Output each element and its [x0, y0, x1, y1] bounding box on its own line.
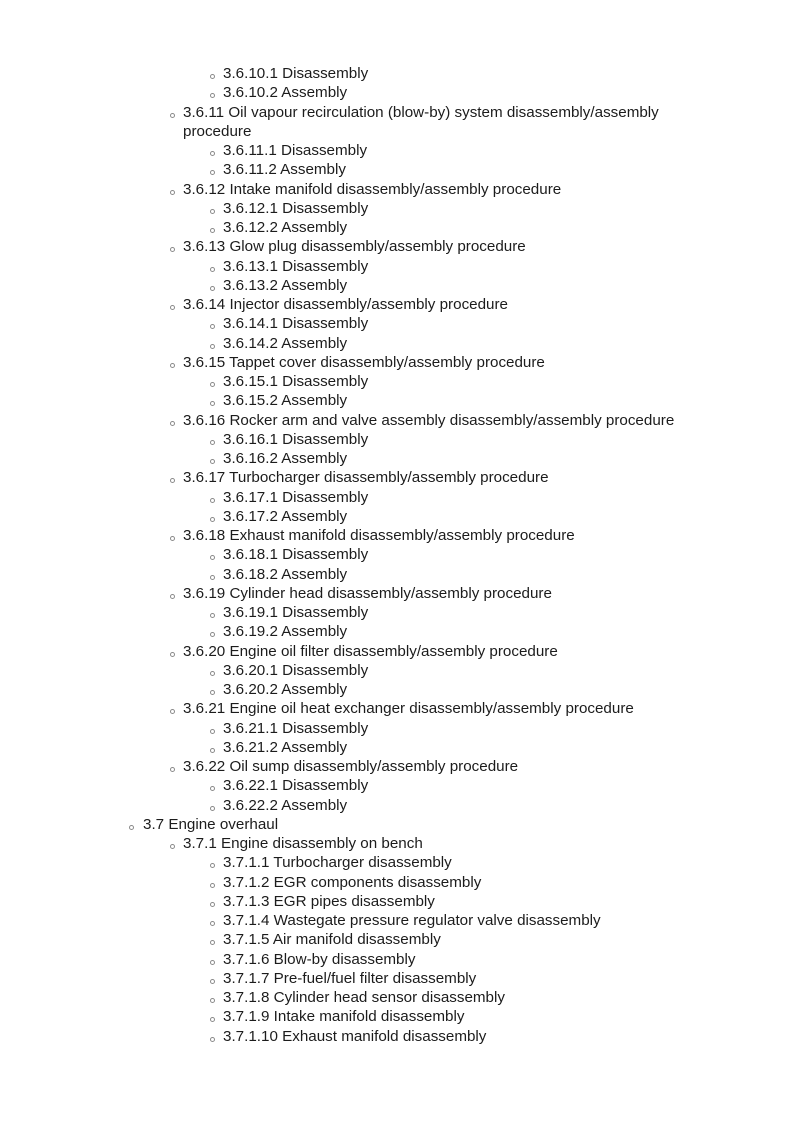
list-bullet-icon [210, 170, 215, 175]
list-bullet-icon [210, 902, 215, 907]
toc-entry-level-3[interactable] [223, 969, 476, 988]
toc-entry-level-2[interactable] [183, 103, 703, 141]
toc-entry-text: 3.7 Engine overhaul [143, 815, 279, 833]
toc-entry-text: 3.7.1.5 Air manifold disassembly [223, 931, 441, 949]
list-bullet-icon [210, 440, 215, 445]
toc-entry-level-3[interactable] [223, 1007, 464, 1026]
toc-entry-level-2[interactable] [183, 468, 549, 487]
list-bullet-icon [210, 209, 215, 214]
list-bullet-icon [170, 363, 175, 368]
toc-entry-level-3[interactable] [223, 911, 601, 930]
list-bullet-icon [210, 960, 215, 965]
toc-entry-text: 3.6.12 Intake manifold disassembly/assembly procedure [183, 180, 562, 198]
toc-entry-level-3[interactable] [223, 853, 452, 872]
toc-entry-text: 3.6.14.1 Disassembly [223, 315, 369, 333]
toc-entry-level-3[interactable] [223, 160, 346, 179]
list-bullet-icon [170, 247, 175, 252]
list-bullet-icon [210, 401, 215, 406]
list-bullet-icon [210, 806, 215, 811]
toc-entry-level-3[interactable] [223, 930, 441, 949]
toc-entry-level-3[interactable] [223, 603, 368, 622]
list-bullet-icon [170, 305, 175, 310]
toc-entry-level-3[interactable] [223, 64, 368, 83]
toc-entry-text: 3.6.13 Glow plug disassembly/assembly procedure [183, 238, 526, 256]
toc-entry-text: 3.6.15.2 Assembly [223, 392, 348, 410]
toc-entry-level-3[interactable] [223, 892, 435, 911]
toc-entry-level-3[interactable] [223, 430, 368, 449]
toc-entry-text: 3.6.16.2 Assembly [223, 450, 348, 467]
toc-entry-level-2[interactable] [183, 353, 545, 372]
toc-entry-level-3[interactable] [223, 661, 368, 680]
list-bullet-icon [210, 498, 215, 503]
toc-entry-level-2[interactable] [183, 295, 508, 314]
toc-entry-level-3[interactable] [223, 565, 347, 584]
toc-entry-level-3[interactable] [223, 276, 347, 295]
toc-entry-text: 3.6.22.2 Assembly [223, 796, 348, 814]
toc-entry-level-3[interactable] [223, 1027, 486, 1046]
toc-entry-text: 3.6.18.1 Disassembly [223, 546, 369, 564]
toc-entry-level-3[interactable] [223, 199, 368, 218]
list-bullet-icon [210, 786, 215, 791]
list-bullet-icon [210, 940, 215, 945]
toc-entry-level-3[interactable] [223, 950, 415, 969]
list-bullet-icon [210, 613, 215, 618]
toc-entry-text: 3.7.1 Engine disassembly on bench [183, 835, 423, 852]
toc-entry-level-3[interactable] [223, 719, 368, 738]
list-bullet-icon [210, 1017, 215, 1022]
toc-entry-text: 3.6.21 Engine oil heat exchanger disassembly/assembly procedure [183, 700, 634, 718]
list-bullet-icon [210, 748, 215, 753]
toc-entry-text: 3.6.15.1 Disassembly [223, 373, 369, 390]
toc-entry-level-1[interactable] [143, 815, 278, 834]
list-bullet-icon [170, 594, 175, 599]
toc-entry-level-2[interactable] [183, 834, 423, 853]
toc-entry-text: 3.7.1.4 Wastegate pressure regulator valve disassembly [223, 912, 601, 929]
toc-entry-level-3[interactable] [223, 545, 368, 564]
toc-entry-text: 3.7.1.10 Exhaust manifold disassembly [223, 1027, 487, 1045]
toc-entry-level-3[interactable] [223, 391, 347, 410]
toc-entry-text: 3.6.11.2 Assembly [223, 161, 346, 179]
toc-entry-text: 3.6.17.1 Disassembly [223, 488, 369, 506]
toc-entry-text: 3.6.22.1 Disassembly [223, 777, 369, 795]
list-bullet-icon [210, 998, 215, 1003]
toc-entry-text: 3.6.11.1 Disassembly [223, 142, 368, 159]
list-bullet-icon [210, 344, 215, 349]
toc-entry-level-3[interactable] [223, 796, 347, 815]
list-bullet-icon [170, 421, 175, 426]
toc-entry-text: 3.7.1.1 Turbocharger disassembly [223, 854, 452, 872]
list-bullet-icon [210, 286, 215, 291]
toc-entry-level-3[interactable] [223, 507, 347, 526]
list-bullet-icon [170, 709, 175, 714]
list-bullet-icon [210, 632, 215, 637]
toc-entry-level-3[interactable] [223, 257, 368, 276]
toc-entry-text: 3.6.10.1 Disassembly [223, 65, 369, 82]
toc-entry-text: 3.6.20 Engine oil filter disassembly/assembly procedure [183, 642, 558, 660]
toc-entry-level-2[interactable] [183, 699, 634, 718]
toc-entry-level-3[interactable] [223, 141, 367, 160]
list-bullet-icon [210, 459, 215, 464]
toc-entry-text: 3.6.15 Tappet cover disassembly/assembly procedure [183, 353, 545, 371]
toc-entry-text: 3.6.19 Cylinder head disassembly/assembly procedure [183, 584, 552, 602]
toc-entry-level-3[interactable] [223, 488, 368, 507]
list-bullet-icon [210, 883, 215, 888]
toc-entry-text: 3.6.19.1 Disassembly [223, 604, 369, 621]
list-bullet-icon [210, 1037, 215, 1042]
list-bullet-icon [170, 844, 175, 849]
list-bullet-icon [170, 113, 175, 118]
toc-entry-level-2[interactable] [183, 584, 552, 603]
list-bullet-icon [210, 93, 215, 98]
toc-entry-text: 3.7.1.6 Blow-by disassembly [223, 950, 416, 968]
toc-entry-text: 3.6.14.2 Assembly [223, 334, 348, 352]
list-bullet-icon [210, 729, 215, 734]
toc-entry-text: 3.6.20.2 Assembly [223, 681, 348, 698]
toc-entry-level-3[interactable] [223, 738, 347, 757]
toc-entry-level-3[interactable] [223, 622, 347, 641]
toc-entry-level-2[interactable] [183, 237, 526, 256]
list-bullet-icon [170, 767, 175, 772]
toc-entry-level-3[interactable] [223, 873, 481, 892]
list-bullet-icon [210, 555, 215, 560]
toc-entry-level-2[interactable] [183, 642, 558, 661]
list-bullet-icon [210, 863, 215, 868]
list-bullet-icon [210, 671, 215, 676]
toc-entry-text: 3.6.22 Oil sump disassembly/assembly procedure [183, 758, 519, 775]
list-bullet-icon [210, 517, 215, 522]
toc-entry-text: 3.7.1.2 EGR components disassembly [223, 873, 482, 891]
toc-entry-level-2[interactable] [183, 180, 561, 199]
toc-entry-text: 3.6.20.1 Disassembly [223, 661, 369, 679]
toc-entry-text: 3.6.17.2 Assembly [223, 507, 348, 525]
toc-entry-text: 3.6.11 Oil vapour recirculation (blow-by) system disassembly/assembly procedure [183, 103, 659, 140]
toc-entry-text: 3.6.13.1 Disassembly [223, 257, 369, 275]
list-bullet-icon [170, 190, 175, 195]
toc-entry-text: 3.6.10.2 Assembly [223, 84, 348, 102]
toc-entry-level-3[interactable] [223, 334, 347, 353]
list-bullet-icon [210, 151, 215, 156]
toc-entry-text: 3.6.17 Turbocharger disassembly/assembly procedure [183, 469, 549, 487]
toc-entry-level-3[interactable] [223, 372, 368, 391]
list-bullet-icon [129, 825, 134, 830]
toc-entry-level-2[interactable] [183, 757, 518, 776]
toc-entry-level-2[interactable] [183, 411, 674, 430]
list-bullet-icon [210, 74, 215, 79]
toc-entry-text: 3.7.1.9 Intake manifold disassembly [223, 1008, 465, 1026]
toc-entry-level-3[interactable] [223, 680, 347, 699]
list-bullet-icon [170, 536, 175, 541]
list-bullet-icon [170, 478, 175, 483]
list-bullet-icon [170, 652, 175, 657]
list-bullet-icon [210, 324, 215, 329]
toc-entry-level-3[interactable] [223, 218, 347, 237]
toc-entry-text: 3.6.18.2 Assembly [223, 565, 348, 583]
toc-entry-level-3[interactable] [223, 449, 347, 468]
list-bullet-icon [210, 575, 215, 580]
list-bullet-icon [210, 979, 215, 984]
list-bullet-icon [210, 690, 215, 695]
toc-entry-text: 3.7.1.8 Cylinder head sensor disassembly [223, 989, 505, 1006]
list-bullet-icon [210, 228, 215, 233]
list-bullet-icon [210, 382, 215, 387]
toc-entry-level-3[interactable] [223, 314, 368, 333]
toc-entry-text: 3.6.13.2 Assembly [223, 276, 348, 294]
toc-entry-text: 3.7.1.7 Pre-fuel/fuel filter disassembly [223, 969, 477, 987]
list-bullet-icon [210, 267, 215, 272]
toc-entry-text: 3.6.14 Injector disassembly/assembly procedure [183, 296, 509, 313]
toc-entry-text: 3.6.21.2 Assembly [223, 738, 348, 756]
toc-entry-text: 3.7.1.3 EGR pipes disassembly [223, 892, 435, 910]
toc-entry-level-3[interactable] [223, 776, 368, 795]
toc-entry-text: 3.6.21.1 Disassembly [223, 719, 369, 737]
toc-entry-text: 3.6.16 Rocker arm and valve assembly disassembly/assembly procedure [183, 411, 675, 429]
toc-entry-text: 3.6.12.1 Disassembly [223, 199, 369, 217]
toc-entry-text: 3.6.18 Exhaust manifold disassembly/assembly procedure [183, 527, 575, 544]
toc-entry-text: 3.6.12.2 Assembly [223, 219, 348, 236]
toc-entry-level-3[interactable] [223, 988, 505, 1007]
toc-entry-level-2[interactable] [183, 526, 575, 545]
toc-entry-text: 3.6.16.1 Disassembly [223, 430, 369, 448]
toc-entry-level-3[interactable] [223, 83, 347, 102]
list-bullet-icon [210, 921, 215, 926]
toc-entry-text: 3.6.19.2 Assembly [223, 623, 348, 641]
